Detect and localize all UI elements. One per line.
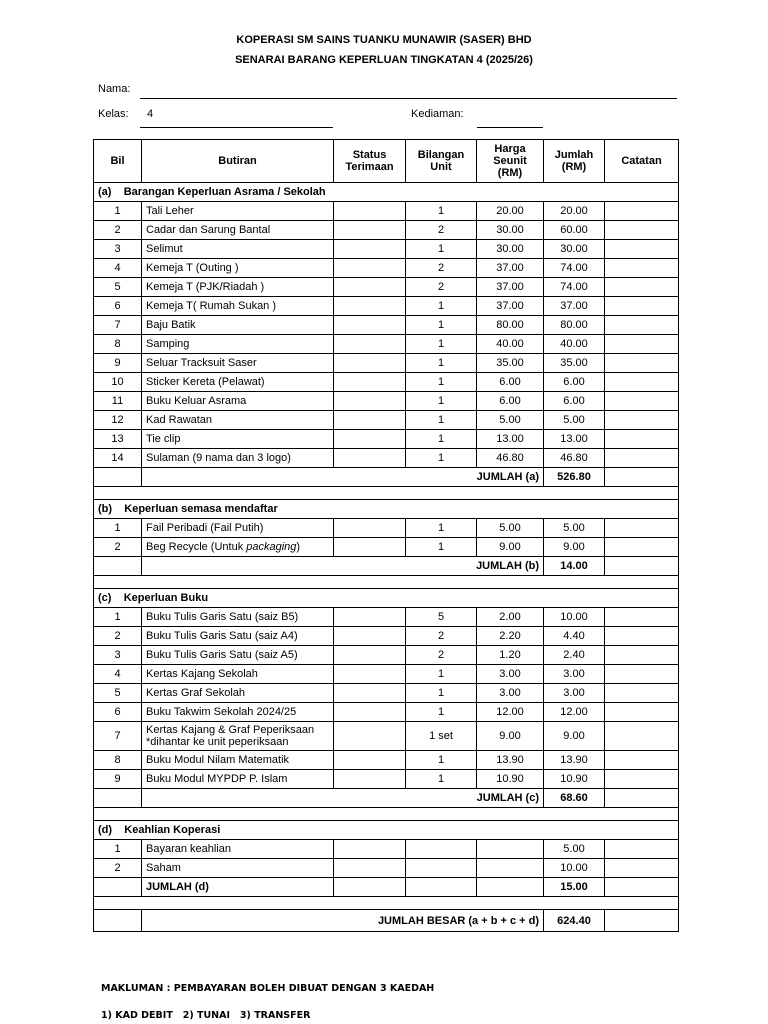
table-cell: 13.00 [477,430,544,449]
empty-cell [94,557,142,576]
empty-cell[interactable] [605,449,679,468]
table-cell: 1 [406,538,477,557]
table-cell: 2.00 [477,608,544,627]
table-cell: 1 [406,665,477,684]
total-a-value: 526.80 [544,468,605,487]
table-cell: 1.20 [477,646,544,665]
empty-cell[interactable] [334,608,406,627]
table-cell: 30.00 [477,221,544,240]
empty-cell[interactable] [605,392,679,411]
table-cell: Buku Tulis Garis Satu (saiz A5) [142,646,334,665]
empty-cell[interactable] [605,259,679,278]
empty-cell[interactable] [334,202,406,221]
empty-cell[interactable] [334,316,406,335]
total-c-value: 68.60 [544,789,605,808]
empty-cell[interactable] [334,703,406,722]
grand-total-row [94,910,679,932]
empty-cell: (d) Keahlian Koperasi [94,821,679,840]
empty-cell: (b) Keperluan semasa mendaftar [94,500,679,519]
kelas-value: 4 [147,108,154,120]
table-cell: 37.00 [477,259,544,278]
empty-cell[interactable] [334,259,406,278]
total-d-label: JUMLAH (d) [142,878,334,897]
nama-label: Nama: [98,83,131,95]
empty-cell: (c) Keperluan Buku [94,589,679,608]
empty-cell[interactable] [605,221,679,240]
empty-cell[interactable] [605,240,679,259]
empty-cell[interactable] [334,665,406,684]
table-cell: Sticker Kereta (Pelawat) [142,373,334,392]
table-cell: 13.00 [544,430,605,449]
table-cell: 3.00 [477,684,544,703]
empty-cell[interactable] [605,703,679,722]
table-cell: 2 [406,646,477,665]
table-cell: 1 set [406,722,477,751]
empty-cell[interactable] [605,202,679,221]
table-cell: 37.00 [477,297,544,316]
grand-total-value: 624.40 [544,910,605,932]
section-b-header [94,500,679,519]
table-cell: 4 [94,259,142,278]
empty-cell[interactable] [605,519,679,538]
total-c-label: JUMLAH (c) [142,789,544,808]
empty-cell[interactable] [334,221,406,240]
table-cell: 1 [406,411,477,430]
spacer-row [94,576,679,589]
table-cell: 1 [406,297,477,316]
table-cell: Seluar Tracksuit Saser [142,354,334,373]
table-cell: Baju Batik [142,316,334,335]
empty-cell[interactable] [334,373,406,392]
table-cell: 30.00 [477,240,544,259]
table-cell: 6.00 [544,392,605,411]
table-cell: 4 [94,665,142,684]
spacer-row [94,808,679,821]
table-row [94,519,679,538]
empty-cell: Kertas Kajang & Graf Peperiksaan *dihantar ke unit peperiksaan [142,722,334,751]
table-cell: Kemeja T (PJK/Riadah ) [142,278,334,297]
payment-methods: 1) KAD DEBIT 2) TUNAI 3) TRANSFER [101,1010,311,1021]
table-cell: 5.00 [477,519,544,538]
table-cell: 1 [406,430,477,449]
table-row [94,646,679,665]
table-cell: 9.00 [544,722,605,751]
table-cell: 6.00 [477,392,544,411]
empty-cell[interactable] [605,373,679,392]
empty-cell[interactable] [334,538,406,557]
empty-cell[interactable] [605,770,679,789]
empty-cell[interactable] [334,646,406,665]
empty-cell: (a) Barangan Keperluan Asrama / Sekolah [94,183,679,202]
table-row [94,840,679,859]
empty-cell [94,576,679,589]
table-cell: 1 [406,335,477,354]
table-cell: 9 [94,770,142,789]
empty-cell [406,859,477,878]
table-cell: 35.00 [544,354,605,373]
table-cell: 11 [94,392,142,411]
table-row [94,297,679,316]
table-cell: 3 [94,646,142,665]
table-row [94,608,679,627]
items-table [93,139,679,932]
table-cell: 9.00 [477,538,544,557]
kediaman-label: Kediaman: [411,108,464,120]
empty-cell[interactable] [334,335,406,354]
table-cell: Saham [142,859,334,878]
table-row [94,392,679,411]
table-cell: Fail Peribadi (Fail Putih) [142,519,334,538]
table-cell: 1 [406,751,477,770]
table-row [94,259,679,278]
empty-cell[interactable] [605,411,679,430]
table-cell: 37.00 [477,278,544,297]
empty-cell [94,789,142,808]
table-row [94,221,679,240]
table-cell: 3 [94,240,142,259]
empty-cell[interactable] [605,646,679,665]
table-row [94,665,679,684]
table-cell: 5 [94,684,142,703]
table-cell: Tie clip [142,430,334,449]
table-cell: Buku Modul MYPDP P. Islam [142,770,334,789]
table-cell: 1 [406,449,477,468]
table-cell: Kertas Graf Sekolah [142,684,334,703]
document-subtitle: SENARAI BARANG KEPERLUAN TINGKATAN 4 (2025/26) [235,54,533,66]
section-a-header [94,183,679,202]
total-b-label: JUMLAH (b) [142,557,544,576]
empty-cell [94,910,142,932]
section-d-header [94,821,679,840]
section-a-total-row [94,468,679,487]
col-bil: Bil [94,140,142,183]
table-cell: 1 [406,703,477,722]
table-cell: 12 [94,411,142,430]
table-cell: 14 [94,449,142,468]
table-cell: 80.00 [544,316,605,335]
table-cell: 12.00 [477,703,544,722]
empty-cell[interactable] [605,354,679,373]
section-c-total-row [94,789,679,808]
table-cell: 80.00 [477,316,544,335]
table-cell: 1 [94,608,142,627]
table-cell: 10.00 [544,859,605,878]
table-cell: Buku Modul Nilam Matematik [142,751,334,770]
table-cell: 1 [406,519,477,538]
table-cell: 8 [94,335,142,354]
table-cell: 1 [406,240,477,259]
table-row [94,449,679,468]
table-cell: Buku Tulis Garis Satu (saiz B5) [142,608,334,627]
table-cell: 10.00 [544,608,605,627]
col-bilangan: Bilangan Unit [406,140,477,183]
table-cell: Bayaran keahlian [142,840,334,859]
empty-cell[interactable] [605,684,679,703]
table-cell: Kad Rawatan [142,411,334,430]
empty-cell[interactable] [334,392,406,411]
table-cell: 46.80 [477,449,544,468]
section-d-total-row [94,878,679,897]
table-cell: 2 [406,221,477,240]
empty-cell [94,468,142,487]
table-cell: 2 [406,259,477,278]
empty-cell[interactable] [334,430,406,449]
table-cell: 1 [406,316,477,335]
table-cell: 13.90 [544,751,605,770]
table-cell: Buku Keluar Asrama [142,392,334,411]
table-row [94,278,679,297]
empty-cell[interactable] [334,354,406,373]
table-cell: 2 [94,627,142,646]
empty-cell[interactable] [605,278,679,297]
empty-cell [605,910,679,932]
table-cell: 1 [406,373,477,392]
empty-cell[interactable] [334,519,406,538]
table-cell: 7 [94,722,142,751]
empty-cell[interactable] [605,608,679,627]
empty-cell[interactable] [334,840,406,859]
table-cell: 5 [406,608,477,627]
table-cell: 9.00 [544,538,605,557]
table-cell: Kertas Kajang Sekolah [142,665,334,684]
table-row [94,703,679,722]
empty-cell[interactable] [334,722,406,751]
table-cell: 1 [406,354,477,373]
empty-cell [605,468,679,487]
empty-cell[interactable] [334,297,406,316]
empty-cell [477,878,544,897]
table-cell: 3.00 [544,684,605,703]
table-cell: 10 [94,373,142,392]
payment-note: MAKLUMAN : PEMBAYARAN BOLEH DIBUAT DENGAN 3 KAEDAH [101,983,435,994]
table-cell: 1 [94,519,142,538]
table-row [94,430,679,449]
table-cell: 13.90 [477,751,544,770]
table-cell: 40.00 [477,335,544,354]
table-cell: 5.00 [544,840,605,859]
table-row [94,627,679,646]
table-row [94,751,679,770]
kelas-field[interactable] [140,127,333,128]
table-cell: 3.00 [544,665,605,684]
table-cell: 13 [94,430,142,449]
empty-cell[interactable] [605,840,679,859]
table-cell: Cadar dan Sarung Bantal [142,221,334,240]
empty-cell[interactable] [334,278,406,297]
table-row [94,411,679,430]
table-row [94,538,679,557]
empty-cell [477,859,544,878]
table-cell: 1 [406,392,477,411]
empty-cell [94,808,679,821]
table-cell: 2.20 [477,627,544,646]
nama-field[interactable] [140,98,677,99]
table-cell: 6 [94,297,142,316]
empty-cell [477,840,544,859]
empty-cell[interactable] [334,751,406,770]
table-cell: 1 [406,770,477,789]
col-catatan: Catatan [605,140,679,183]
table-cell: 30.00 [544,240,605,259]
table-cell: 9 [94,354,142,373]
table-cell: 20.00 [544,202,605,221]
grand-total-label: JUMLAH BESAR (a + b + c + d) [142,910,544,932]
empty-cell[interactable] [605,316,679,335]
table-cell: Tali Leher [142,202,334,221]
empty-cell[interactable] [605,538,679,557]
section-b-total-row [94,557,679,576]
empty-cell [605,789,679,808]
table-cell: 8 [94,751,142,770]
table-cell: 74.00 [544,259,605,278]
table-cell: 2.40 [544,646,605,665]
table-row [94,316,679,335]
col-jumlah: Jumlah (RM) [544,140,605,183]
table-cell: 37.00 [544,297,605,316]
empty-cell[interactable] [334,684,406,703]
table-cell: 10.90 [477,770,544,789]
empty-cell[interactable] [605,627,679,646]
table-cell: Kemeja T( Rumah Sukan ) [142,297,334,316]
empty-cell[interactable] [334,627,406,646]
empty-cell: Beg Recycle (Untuk packaging) [142,538,334,557]
table-cell: 46.80 [544,449,605,468]
table-cell: 9.00 [477,722,544,751]
empty-cell[interactable] [334,240,406,259]
section-c-header [94,589,679,608]
table-cell: 1 [406,202,477,221]
empty-cell[interactable] [605,335,679,354]
table-cell: 1 [94,202,142,221]
col-status: Status Terimaan [334,140,406,183]
table-cell: Buku Tulis Garis Satu (saiz A4) [142,627,334,646]
empty-cell[interactable] [334,411,406,430]
empty-cell [406,840,477,859]
table-cell: 12.00 [544,703,605,722]
table-row [94,722,679,751]
table-cell: 74.00 [544,278,605,297]
table-cell: 2 [406,627,477,646]
empty-cell [94,487,679,500]
table-row [94,335,679,354]
table-cell: 20.00 [477,202,544,221]
table-cell: 2 [94,859,142,878]
table-cell: Sulaman (9 nama dan 3 logo) [142,449,334,468]
table-row [94,240,679,259]
empty-cell[interactable] [605,751,679,770]
table-cell: 1 [406,684,477,703]
spacer-row [94,487,679,500]
table-cell: Buku Takwim Sekolah 2024/25 [142,703,334,722]
empty-cell[interactable] [605,297,679,316]
table-cell: 1 [94,840,142,859]
table-cell: 2 [94,538,142,557]
empty-cell[interactable] [334,859,406,878]
col-harga: Harga Seunit (RM) [477,140,544,183]
empty-cell [94,897,679,910]
empty-cell[interactable] [605,859,679,878]
kediaman-field[interactable] [477,127,543,128]
table-cell: 10.90 [544,770,605,789]
empty-cell [94,878,142,897]
table-row [94,373,679,392]
total-d-value: 15.00 [544,878,605,897]
empty-cell [406,878,477,897]
table-cell: 5.00 [477,411,544,430]
table-header-row [94,140,679,183]
table-cell: 6.00 [477,373,544,392]
document-title: KOPERASI SM SAINS TUANKU MUNAWIR (SASER) BHD [236,34,532,46]
table-cell: Kemeja T (Outing ) [142,259,334,278]
table-cell: 5.00 [544,519,605,538]
total-a-label: JUMLAH (a) [142,468,544,487]
table-row [94,859,679,878]
empty-cell [605,557,679,576]
table-cell: 3.00 [477,665,544,684]
table-cell: 40.00 [544,335,605,354]
table-cell: 4.40 [544,627,605,646]
empty-cell[interactable] [605,722,679,751]
table-cell: 6.00 [544,373,605,392]
empty-cell[interactable] [334,770,406,789]
table-cell: 60.00 [544,221,605,240]
table-cell: 7 [94,316,142,335]
empty-cell [605,878,679,897]
table-cell: Selimut [142,240,334,259]
empty-cell [334,878,406,897]
table-cell: 2 [406,278,477,297]
table-cell: 5 [94,278,142,297]
table-cell: 5.00 [544,411,605,430]
empty-cell[interactable] [605,665,679,684]
table-cell: 6 [94,703,142,722]
table-row [94,202,679,221]
empty-cell[interactable] [334,449,406,468]
table-cell: Samping [142,335,334,354]
kelas-label: Kelas: [98,108,129,120]
empty-cell[interactable] [605,430,679,449]
spacer-row [94,897,679,910]
total-b-value: 14.00 [544,557,605,576]
table-row [94,354,679,373]
table-cell: 35.00 [477,354,544,373]
table-cell: 2 [94,221,142,240]
table-row [94,770,679,789]
table-row [94,684,679,703]
col-butiran: Butiran [142,140,334,183]
